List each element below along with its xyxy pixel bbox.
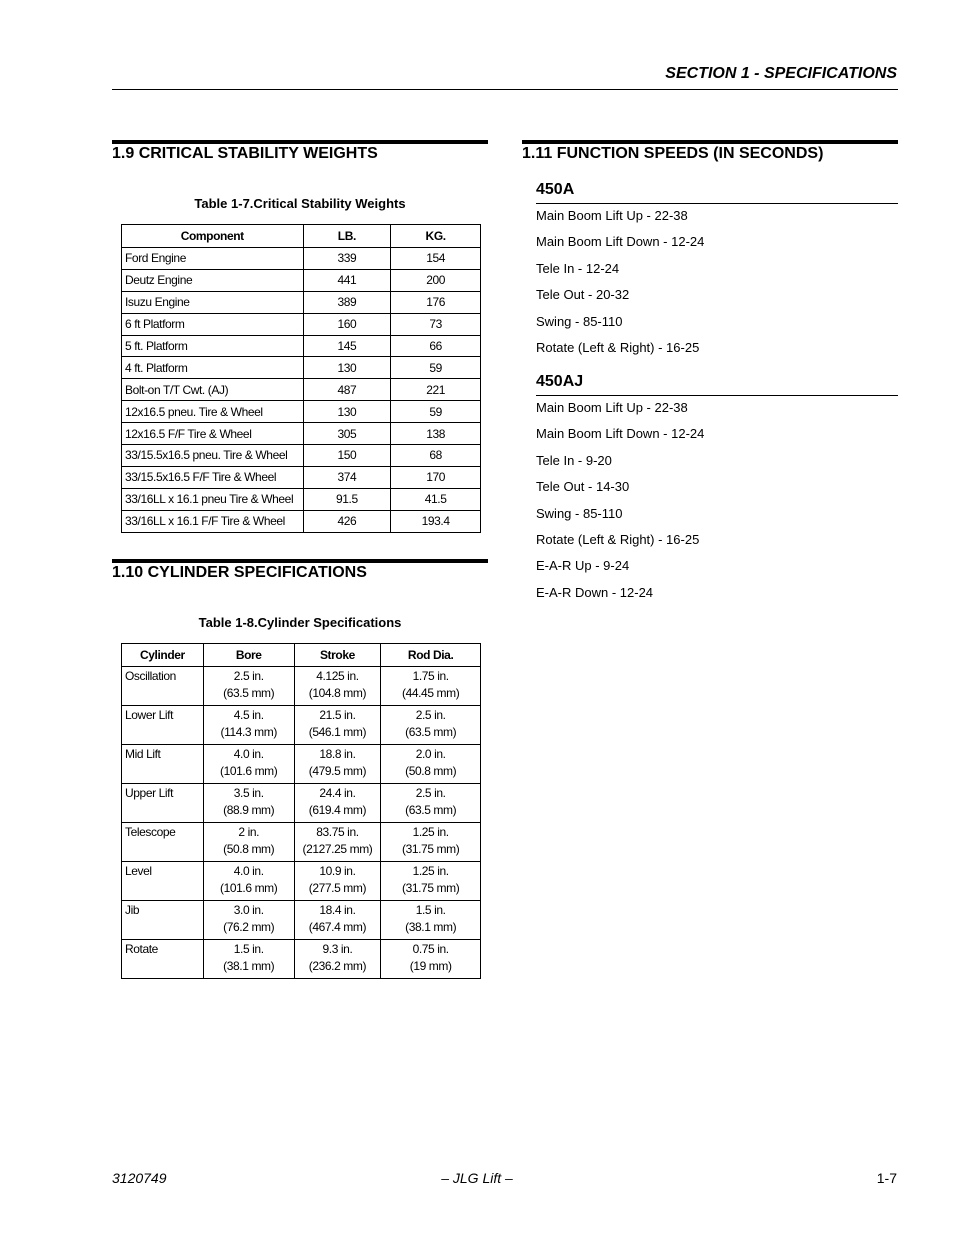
component-cell: 33/16LL x 16.1 F/F Tire & Wheel bbox=[122, 510, 304, 532]
bore-in: 1.5 in. bbox=[233, 942, 264, 956]
model-450aj-rule bbox=[536, 395, 898, 396]
footer-page-number: 1-7 bbox=[876, 1170, 897, 1186]
cylinder-cell: Jib bbox=[122, 901, 204, 940]
rod-in: 1.25 in. bbox=[412, 825, 449, 839]
model-450aj-heading: 450AJ bbox=[536, 373, 584, 390]
stroke-in: 9.3 in. bbox=[322, 942, 353, 956]
bore-mm: (101.6 mm) bbox=[220, 881, 278, 895]
cylinder-cell: Rotate bbox=[122, 940, 204, 979]
component-cell: 5 ft. Platform bbox=[122, 335, 304, 357]
table-row bbox=[122, 291, 481, 313]
stroke-cell bbox=[294, 745, 381, 784]
table-row bbox=[122, 269, 481, 291]
lb-cell: 374 bbox=[303, 466, 391, 488]
list-item: Main Boom Lift Down - 12-24 bbox=[536, 234, 705, 250]
column-header-component: Component bbox=[122, 225, 304, 248]
bore-in: 4.0 in. bbox=[233, 747, 264, 761]
section-1-10-rule bbox=[112, 559, 488, 563]
table-row bbox=[122, 784, 481, 823]
lb-cell: 160 bbox=[303, 313, 391, 335]
bore-in: 2 in. bbox=[238, 825, 260, 839]
stroke-cell bbox=[294, 862, 381, 901]
cylinder-specifications-table bbox=[121, 643, 481, 979]
rod-in: 2.0 in. bbox=[415, 747, 446, 761]
stroke-mm: (467.4 mm) bbox=[308, 920, 367, 934]
bore-in: 2.5 in. bbox=[233, 669, 264, 683]
table-row bbox=[122, 488, 481, 510]
bore-in: 4.0 in. bbox=[233, 864, 264, 878]
table-row bbox=[122, 667, 481, 706]
list-item: E-A-R Up - 9-24 bbox=[536, 558, 630, 574]
lb-cell: 426 bbox=[303, 510, 391, 532]
stroke-in: 4.125 in. bbox=[316, 669, 359, 683]
bore-mm: (101.6 mm) bbox=[220, 764, 278, 778]
kg-cell: 200 bbox=[391, 269, 481, 291]
component-cell: 12x16.5 pneu. Tire & Wheel bbox=[122, 401, 304, 423]
component-cell: Isuzu Engine bbox=[122, 291, 304, 313]
lb-cell: 487 bbox=[303, 379, 391, 401]
component-cell: Bolt-on T/T Cwt. (AJ) bbox=[122, 379, 304, 401]
component-cell: Ford Engine bbox=[122, 248, 304, 270]
kg-cell: 221 bbox=[391, 379, 481, 401]
column-header-bore: Bore bbox=[203, 644, 294, 667]
bore-cell bbox=[203, 784, 294, 823]
table-row bbox=[122, 823, 481, 862]
table-row bbox=[122, 401, 481, 423]
stroke-cell bbox=[294, 667, 381, 706]
column-header-cylinder: Cylinder bbox=[122, 644, 204, 667]
cylinder-cell: Level bbox=[122, 862, 204, 901]
component-cell: 33/15.5x16.5 pneu. Tire & Wheel bbox=[122, 445, 304, 467]
rod-in: 0.75 in. bbox=[412, 942, 449, 956]
lb-cell: 389 bbox=[303, 291, 391, 313]
lb-cell: 130 bbox=[303, 401, 391, 423]
column-header-kg: KG. bbox=[391, 225, 481, 248]
list-item: Tele In - 9-20 bbox=[536, 452, 612, 468]
section-1-9-rule bbox=[112, 140, 488, 144]
kg-cell: 41.5 bbox=[391, 488, 481, 510]
component-cell: 33/15.5x16.5 F/F Tire & Wheel bbox=[122, 466, 304, 488]
stroke-in: 10.9 in. bbox=[319, 864, 356, 878]
list-item: Swing - 85-110 bbox=[536, 505, 623, 521]
kg-cell: 176 bbox=[391, 291, 481, 313]
stroke-mm: (104.8 mm) bbox=[308, 686, 367, 700]
rod-cell bbox=[381, 940, 481, 979]
lb-cell: 130 bbox=[303, 357, 391, 379]
column-header-stroke: Stroke bbox=[294, 644, 381, 667]
lb-cell: 441 bbox=[303, 269, 391, 291]
bore-cell bbox=[203, 823, 294, 862]
list-item: Swing - 85-110 bbox=[536, 313, 623, 329]
rod-mm: (31.75 mm) bbox=[401, 842, 460, 856]
bore-cell bbox=[203, 745, 294, 784]
table-1-7-caption: Table 1-7.Critical Stability Weights bbox=[194, 196, 406, 211]
stroke-mm: (277.5 mm) bbox=[308, 881, 367, 895]
list-item: Tele Out - 14-30 bbox=[536, 479, 630, 495]
table-1-8-caption: Table 1-8.Cylinder Specifications bbox=[198, 615, 402, 630]
rod-mm: (63.5 mm) bbox=[405, 725, 457, 739]
rod-cell bbox=[381, 667, 481, 706]
rod-cell bbox=[381, 706, 481, 745]
list-item: Rotate (Left & Right) - 16-25 bbox=[536, 339, 700, 355]
bore-in: 3.5 in. bbox=[233, 786, 264, 800]
bore-mm: (63.5 mm) bbox=[223, 686, 275, 700]
stroke-cell bbox=[294, 823, 381, 862]
stroke-in: 21.5 in. bbox=[319, 708, 356, 722]
list-item: Main Boom Lift Down - 12-24 bbox=[536, 426, 705, 442]
table-row bbox=[122, 745, 481, 784]
section-1-9-title: 1.9 CRITICAL STABILITY WEIGHTS bbox=[112, 145, 378, 162]
list-item: Tele Out - 20-32 bbox=[536, 287, 630, 303]
kg-cell: 154 bbox=[391, 248, 481, 270]
stroke-in: 18.4 in. bbox=[319, 903, 356, 917]
footer-publisher: – JLG Lift – bbox=[441, 1170, 513, 1186]
bore-in: 4.5 in. bbox=[233, 708, 264, 722]
cylinder-cell: Upper Lift bbox=[122, 784, 204, 823]
section-1-11-rule bbox=[522, 140, 898, 144]
lb-cell: 305 bbox=[303, 423, 391, 445]
stroke-cell bbox=[294, 901, 381, 940]
table-row bbox=[122, 510, 481, 532]
rod-mm: (50.8 mm) bbox=[405, 764, 457, 778]
bore-in: 3.0 in. bbox=[233, 903, 264, 917]
stroke-in: 18.8 in. bbox=[319, 747, 356, 761]
kg-cell: 138 bbox=[391, 423, 481, 445]
component-cell: 6 ft Platform bbox=[122, 313, 304, 335]
lb-cell: 339 bbox=[303, 248, 391, 270]
cylinder-cell: Telescope bbox=[122, 823, 204, 862]
column-header-rod-dia: Rod Dia. bbox=[381, 644, 481, 667]
rod-in: 1.25 in. bbox=[412, 864, 449, 878]
table-row bbox=[122, 335, 481, 357]
stroke-in: 83.75 in. bbox=[316, 825, 359, 839]
rod-cell bbox=[381, 862, 481, 901]
table-row bbox=[122, 423, 481, 445]
rod-mm: (63.5 mm) bbox=[405, 803, 457, 817]
table-row bbox=[122, 248, 481, 270]
stroke-mm: (2127.25 mm) bbox=[302, 842, 373, 856]
column-header-lb: LB. bbox=[303, 225, 391, 248]
table-row bbox=[122, 901, 481, 940]
list-item: Rotate (Left & Right) - 16-25 bbox=[536, 531, 700, 547]
rod-in: 2.5 in. bbox=[415, 786, 446, 800]
kg-cell: 193.4 bbox=[391, 510, 481, 532]
bore-mm: (88.9 mm) bbox=[223, 803, 275, 817]
lb-cell: 91.5 bbox=[303, 488, 391, 510]
lb-cell: 150 bbox=[303, 445, 391, 467]
list-item: Main Boom Lift Up - 22-38 bbox=[536, 208, 688, 223]
kg-cell: 66 bbox=[391, 335, 481, 357]
model-450a-rule bbox=[536, 203, 898, 204]
section-header-title: SECTION 1 - SPECIFICATIONS bbox=[665, 65, 897, 82]
model-450a-heading: 450A bbox=[536, 181, 575, 198]
stroke-cell bbox=[294, 706, 381, 745]
bore-cell bbox=[203, 706, 294, 745]
rod-mm: (38.1 mm) bbox=[405, 920, 457, 934]
rod-cell bbox=[381, 745, 481, 784]
lb-cell: 145 bbox=[303, 335, 391, 357]
list-item: Main Boom Lift Up - 22-38 bbox=[536, 400, 688, 415]
table-row bbox=[122, 466, 481, 488]
rod-in: 1.75 in. bbox=[412, 669, 449, 683]
stroke-mm: (236.2 mm) bbox=[308, 959, 367, 973]
stroke-cell bbox=[294, 940, 381, 979]
rod-cell bbox=[381, 901, 481, 940]
rod-mm: (31.75 mm) bbox=[401, 881, 460, 895]
header-rule bbox=[112, 89, 898, 90]
bore-cell bbox=[203, 901, 294, 940]
bore-mm: (114.3 mm) bbox=[220, 725, 277, 739]
component-cell: Deutz Engine bbox=[122, 269, 304, 291]
table-row bbox=[122, 379, 481, 401]
rod-mm: (44.45 mm) bbox=[401, 686, 460, 700]
table-row bbox=[122, 445, 481, 467]
stroke-mm: (546.1 mm) bbox=[308, 725, 367, 739]
list-item: E-A-R Down - 12-24 bbox=[536, 584, 654, 600]
rod-cell bbox=[381, 823, 481, 862]
section-1-10-title: 1.10 CYLINDER SPECIFICATIONS bbox=[112, 564, 367, 581]
bore-mm: (76.2 mm) bbox=[223, 920, 275, 934]
footer-doc-number: 3120749 bbox=[112, 1170, 167, 1186]
table-row bbox=[122, 357, 481, 379]
table-row bbox=[122, 940, 481, 979]
rod-in: 2.5 in. bbox=[415, 708, 446, 722]
bore-cell bbox=[203, 862, 294, 901]
stroke-in: 24.4 in. bbox=[319, 786, 356, 800]
rod-mm: (19 mm) bbox=[409, 959, 452, 973]
kg-cell: 68 bbox=[391, 445, 481, 467]
rod-cell bbox=[381, 784, 481, 823]
component-cell: 4 ft. Platform bbox=[122, 357, 304, 379]
rod-in: 1.5 in. bbox=[415, 903, 446, 917]
kg-cell: 59 bbox=[391, 401, 481, 423]
stroke-cell bbox=[294, 784, 381, 823]
bore-cell bbox=[203, 940, 294, 979]
kg-cell: 170 bbox=[391, 466, 481, 488]
kg-cell: 59 bbox=[391, 357, 481, 379]
bore-mm: (38.1 mm) bbox=[223, 959, 275, 973]
bore-mm: (50.8 mm) bbox=[223, 842, 275, 856]
cylinder-cell: Lower Lift bbox=[122, 706, 204, 745]
section-1-11-title: 1.11 FUNCTION SPEEDS (IN SECONDS) bbox=[522, 145, 824, 162]
kg-cell: 73 bbox=[391, 313, 481, 335]
bore-cell bbox=[203, 667, 294, 706]
table-row bbox=[122, 313, 481, 335]
cylinder-cell: Mid Lift bbox=[122, 745, 204, 784]
function-speeds-450a-list bbox=[536, 208, 704, 366]
critical-stability-weights-table bbox=[121, 224, 481, 533]
stroke-mm: (479.5 mm) bbox=[308, 764, 367, 778]
component-cell: 12x16.5 F/F Tire & Wheel bbox=[122, 423, 304, 445]
function-speeds-450aj-list bbox=[536, 400, 704, 611]
list-item: Tele In - 12-24 bbox=[536, 260, 620, 276]
stroke-mm: (619.4 mm) bbox=[308, 803, 367, 817]
table-row bbox=[122, 706, 481, 745]
component-cell: 33/16LL x 16.1 pneu Tire & Wheel bbox=[122, 488, 304, 510]
cylinder-cell: Oscillation bbox=[122, 667, 204, 706]
table-row bbox=[122, 862, 481, 901]
